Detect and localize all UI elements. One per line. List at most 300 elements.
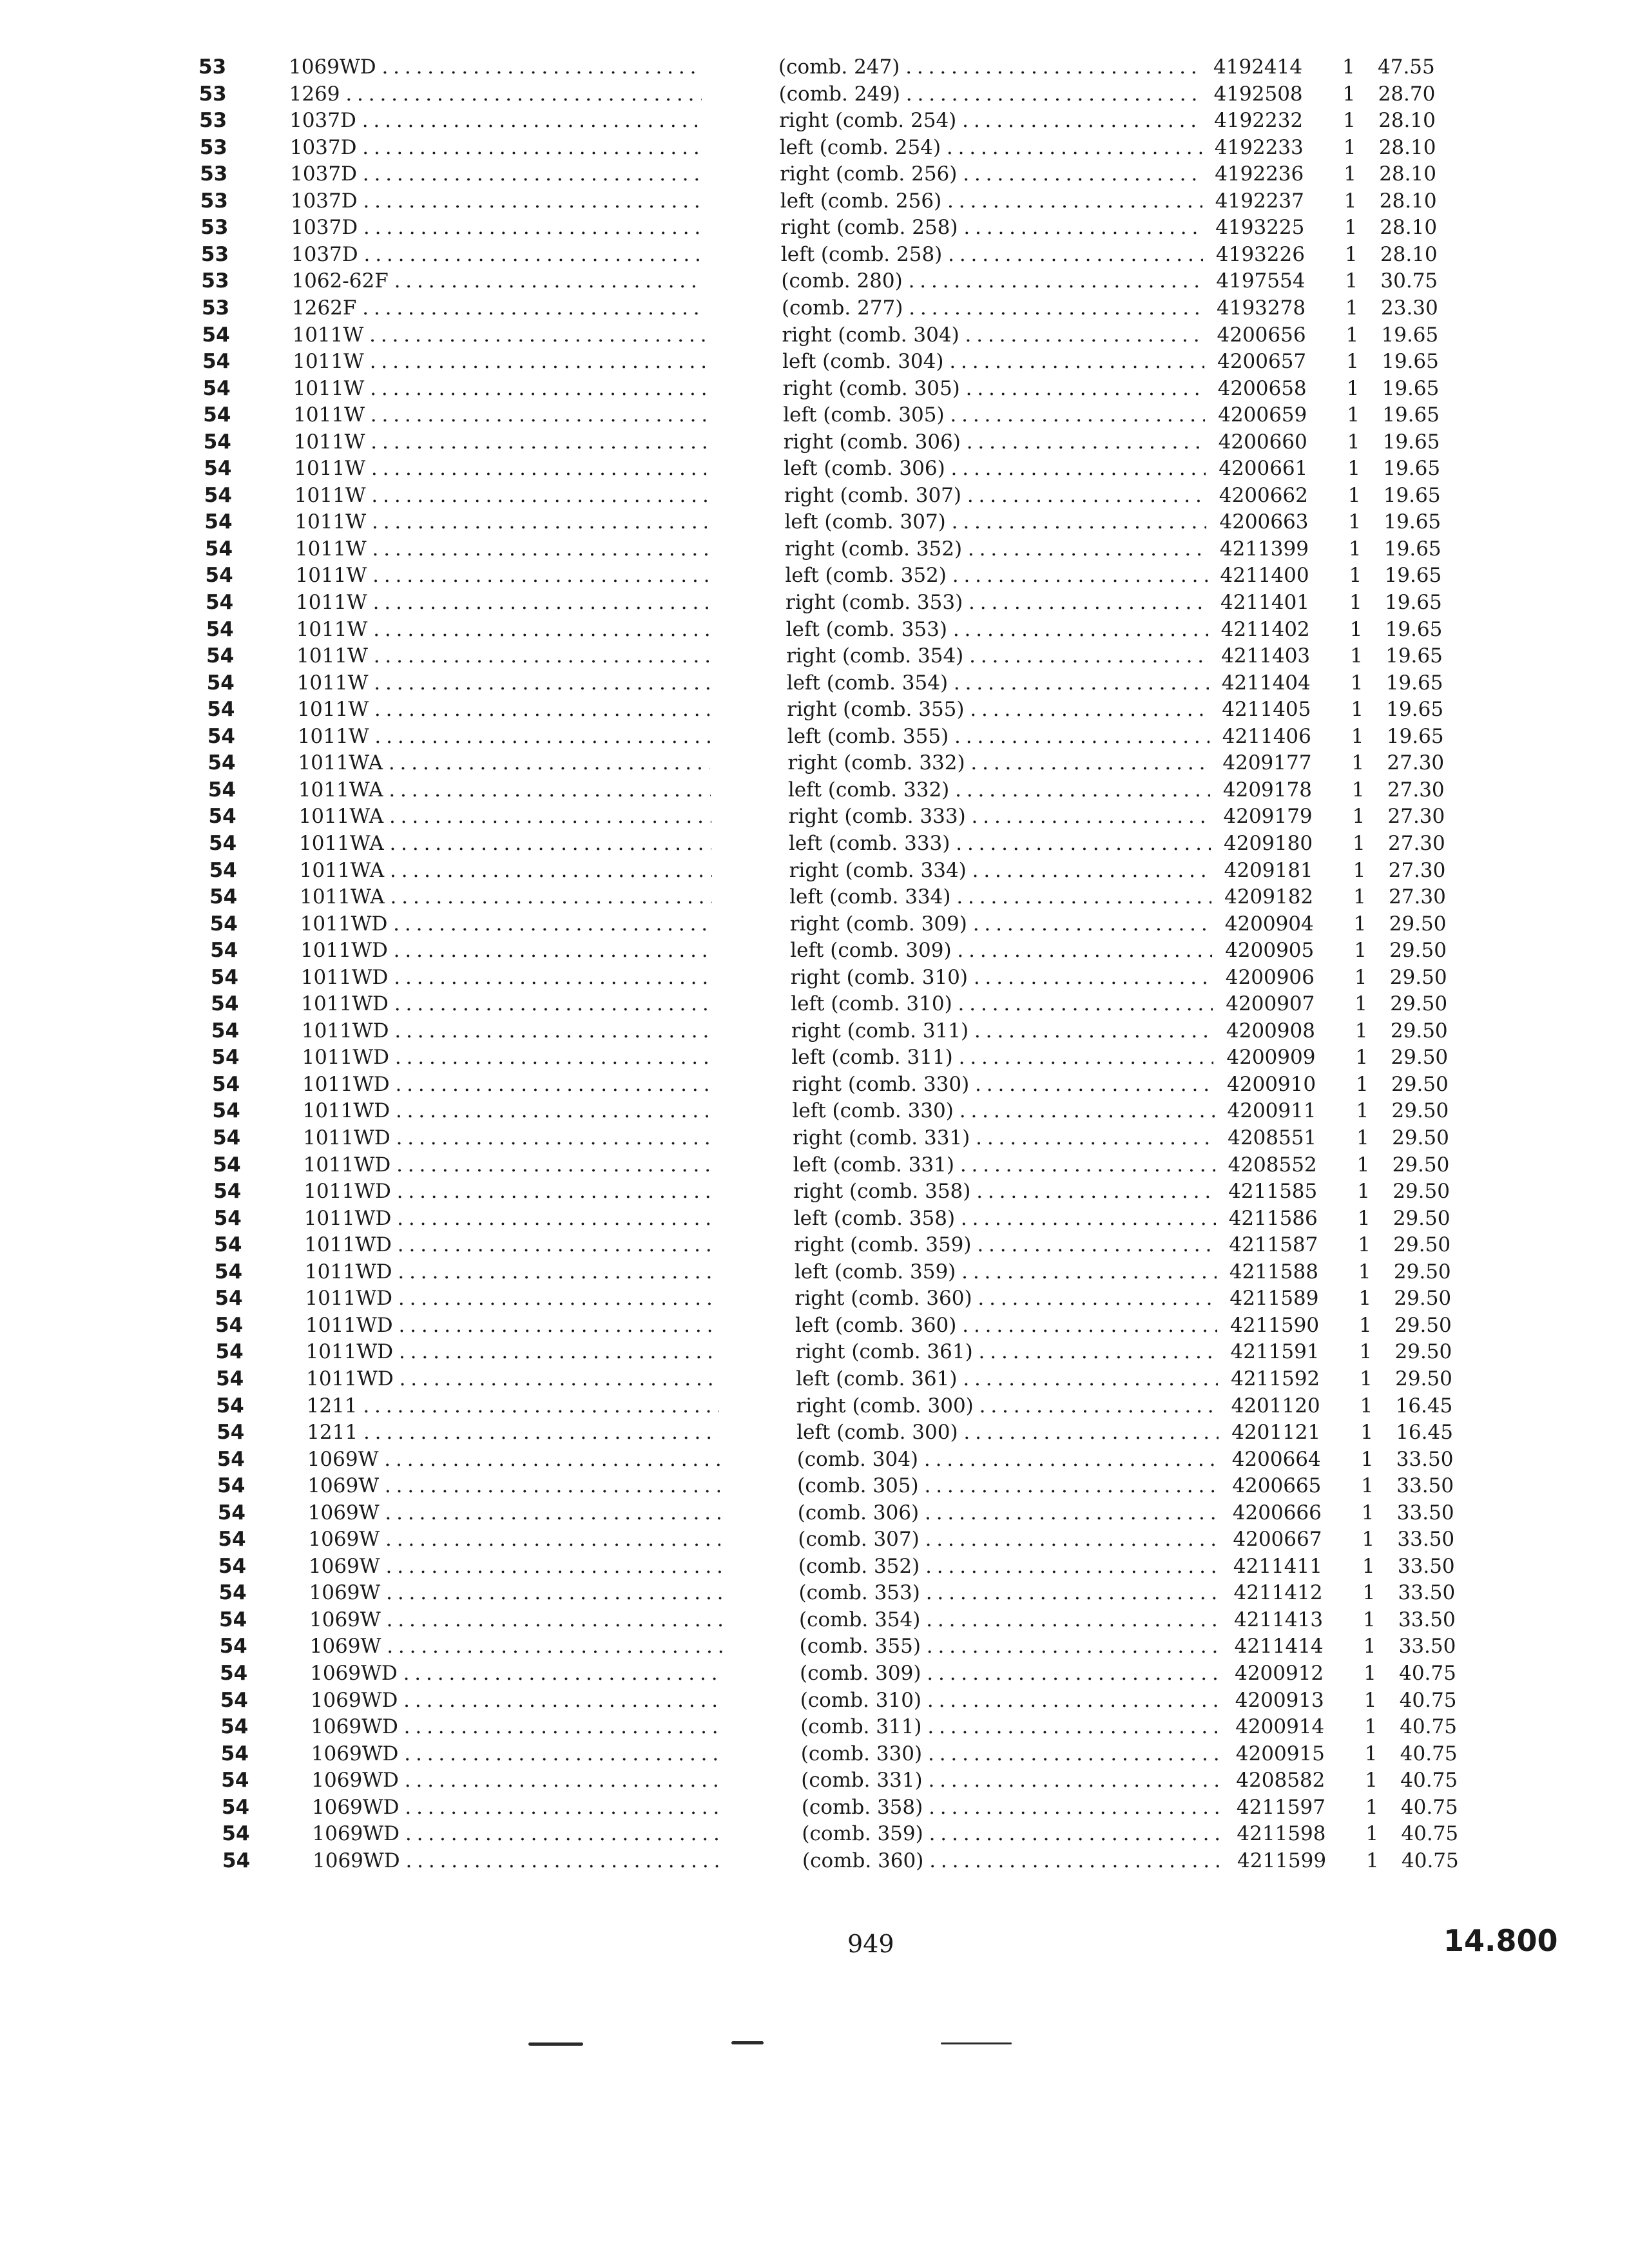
price-cell: 33.50 (1396, 1501, 1454, 1524)
part-number-cell: 4211414 (1234, 1635, 1324, 1658)
part-number-cell: 4200666 (1232, 1501, 1322, 1524)
description-cell: right (comb. 305) . . . (783, 374, 1205, 403)
model-cell: 1037D . . . (289, 106, 702, 135)
part-number-cell: 4211598 (1237, 1822, 1326, 1846)
model-cell: 1211 . . . (307, 1392, 719, 1420)
price-cell: 19.65 (1383, 510, 1441, 534)
model-cell: 1011WD . . . (302, 1017, 714, 1045)
part-number-cell: 4211399 (1219, 537, 1309, 561)
model-cell: 1011W . . . (293, 401, 706, 429)
description-cell: right (comb. 334) . . . (789, 856, 1211, 885)
description-cell: left (comb. 358) . . . (794, 1204, 1216, 1233)
description-cell: right (comb. 358) . . . (793, 1177, 1215, 1206)
description-cell: right (comb. 307) . . . (784, 481, 1206, 510)
part-number-cell: 4200905 (1225, 939, 1315, 963)
model-cell: 1011W . . . (294, 454, 706, 483)
quantity-cell: 1 (1350, 671, 1364, 695)
model-cell: 1069W . . . (308, 1499, 720, 1527)
model-cell: 1011WD . . . (303, 1097, 715, 1125)
price-cell: 33.50 (1396, 1474, 1454, 1498)
quantity-cell: 1 (1360, 1394, 1373, 1418)
description-cell: left (comb. 353) . . . (786, 615, 1208, 644)
quantity-cell: 1 (1359, 1340, 1373, 1364)
part-number-cell: 4200662 (1219, 483, 1308, 507)
year-cell: 54 (219, 1608, 247, 1631)
description-cell: right (comb. 359) . . . (794, 1231, 1216, 1259)
year-cell: 53 (198, 82, 227, 106)
description-cell: (comb. 307) . . . (798, 1525, 1220, 1553)
part-number-cell: 4211406 (1222, 724, 1311, 748)
description-cell: right (comb. 258) . . . (780, 213, 1202, 242)
price-cell: 27.30 (1388, 858, 1446, 882)
description-cell: right (comb. 254) . . . (779, 106, 1201, 135)
model-cell: 1069W . . . (308, 1525, 720, 1553)
price-cell: 29.50 (1391, 1099, 1449, 1123)
year-cell: 53 (200, 162, 228, 186)
model-cell: 1011WA . . . (300, 856, 712, 885)
model-cell: 1069WD . . . (312, 1820, 724, 1848)
part-number-cell: 4192236 (1215, 162, 1304, 186)
price-cell: 19.65 (1385, 644, 1443, 668)
price-cell: 23.30 (1381, 296, 1438, 320)
part-number-cell: 4193226 (1215, 242, 1305, 266)
price-cell: 27.30 (1389, 885, 1446, 908)
part-number-cell: 4200913 (1235, 1688, 1324, 1712)
part-number-cell: 4211400 (1220, 564, 1309, 588)
quantity-cell: 1 (1361, 1501, 1374, 1524)
price-cell: 19.65 (1383, 457, 1441, 481)
quantity-cell: 1 (1356, 1099, 1369, 1123)
model-cell: 1037D . . . (291, 187, 703, 215)
year-cell: 53 (198, 55, 227, 79)
quantity-cell: 1 (1344, 216, 1358, 240)
price-cell: 40.75 (1401, 1822, 1459, 1846)
quantity-cell: 1 (1364, 1715, 1377, 1739)
description-cell: (comb. 311) . . . (800, 1713, 1222, 1741)
year-cell: 54 (214, 1233, 242, 1257)
model-cell: 1037D . . . (290, 133, 702, 162)
quantity-cell: 1 (1342, 82, 1356, 106)
model-cell: 1069W . . . (309, 1552, 721, 1581)
model-cell: 1262F . . . (292, 294, 704, 322)
year-cell: 53 (199, 109, 227, 133)
quantity-cell: 1 (1347, 483, 1361, 507)
quantity-cell: 1 (1348, 537, 1362, 561)
description-cell: (comb. 358) . . . (802, 1793, 1224, 1821)
price-cell: 28.10 (1379, 162, 1436, 186)
quantity-cell: 1 (1364, 1742, 1378, 1765)
price-cell: 29.50 (1394, 1287, 1452, 1311)
price-cell: 33.50 (1396, 1447, 1454, 1471)
year-cell: 53 (200, 216, 229, 240)
year-cell: 54 (208, 805, 236, 829)
scan-mark (941, 2042, 1012, 2044)
model-cell: 1011W . . . (296, 561, 708, 590)
part-number-cell: 4200904 (1224, 912, 1314, 936)
year-cell: 54 (218, 1554, 247, 1578)
price-cell: 19.65 (1382, 376, 1440, 400)
price-cell: 29.50 (1394, 1340, 1452, 1364)
model-cell: 1011WA . . . (299, 829, 711, 858)
quantity-cell: 1 (1345, 269, 1358, 293)
price-cell: 28.10 (1379, 189, 1437, 213)
quantity-cell: 1 (1349, 564, 1362, 588)
year-cell: 54 (211, 1046, 240, 1070)
year-cell: 54 (222, 1822, 250, 1846)
part-number-cell: 4192508 (1213, 82, 1303, 106)
model-cell: 1011WD . . . (304, 1231, 717, 1259)
quantity-cell: 1 (1347, 430, 1360, 454)
quantity-cell: 1 (1358, 1233, 1371, 1257)
model-cell: 1069W . . . (310, 1632, 722, 1660)
price-cell: 19.65 (1384, 564, 1442, 588)
price-cell: 33.50 (1397, 1528, 1455, 1552)
quantity-cell: 1 (1344, 162, 1356, 186)
description-cell: left (comb. 334) . . . (789, 883, 1211, 911)
model-cell: 1069W . . . (309, 1579, 722, 1607)
description-cell: left (comb. 300) . . . (796, 1418, 1219, 1446)
model-cell: 1069WD . . . (311, 1766, 724, 1794)
part-number-cell: 4211585 (1228, 1180, 1318, 1204)
part-number-cell: 4211405 (1222, 698, 1311, 722)
model-cell: 1011W . . . (296, 588, 708, 617)
description-cell: left (comb. 310) . . . (791, 990, 1213, 1018)
price-cell: 19.65 (1385, 671, 1443, 695)
page-number: 949 (847, 1930, 894, 1958)
price-cell: 29.50 (1390, 1019, 1448, 1043)
part-number-cell: 4200661 (1219, 457, 1308, 481)
quantity-cell: 1 (1354, 1019, 1368, 1043)
model-cell: 1069W . . . (307, 1472, 720, 1500)
price-cell: 28.10 (1380, 242, 1438, 266)
description-cell: left (comb. 305) . . . (783, 401, 1205, 429)
description-cell: left (comb. 354) . . . (787, 669, 1209, 697)
part-number-cell: 4211597 (1236, 1795, 1325, 1819)
quantity-cell: 1 (1351, 724, 1364, 748)
part-number-cell: 4200912 (1235, 1662, 1324, 1685)
quantity-cell: 1 (1355, 1046, 1369, 1070)
price-cell: 19.65 (1385, 591, 1442, 614)
model-cell: 1011WD . . . (305, 1311, 718, 1340)
model-cell: 1011WD . . . (304, 1204, 717, 1233)
description-cell: left (comb. 361) . . . (796, 1365, 1218, 1393)
quantity-cell: 1 (1343, 135, 1356, 159)
part-number-cell: 4200911 (1227, 1099, 1316, 1123)
model-cell: 1011WD . . . (304, 1151, 716, 1179)
description-cell: left (comb. 352) . . . (786, 561, 1208, 590)
part-number-cell: 4211401 (1220, 591, 1310, 614)
model-cell: 1011W . . . (297, 695, 709, 724)
section-number: 14.800 (1443, 1923, 1558, 1958)
part-number-cell: 4209177 (1222, 751, 1312, 775)
year-cell: 54 (209, 858, 237, 882)
model-cell: 1011W . . . (298, 722, 710, 751)
model-cell: 1062-62F . . . (291, 267, 704, 295)
description-cell: (comb. 359) . . . (802, 1820, 1224, 1848)
description-cell: left (comb. 355) . . . (787, 722, 1210, 751)
price-cell: 40.75 (1400, 1769, 1458, 1792)
model-cell: 1069W . . . (309, 1606, 722, 1634)
price-cell: 29.50 (1392, 1126, 1449, 1149)
part-number-cell: 4211591 (1230, 1340, 1320, 1364)
model-cell: 1011WD . . . (301, 990, 713, 1018)
quantity-cell: 1 (1349, 617, 1363, 641)
price-cell: 29.50 (1389, 912, 1447, 936)
year-cell: 54 (204, 510, 233, 534)
price-cell: 29.50 (1394, 1313, 1452, 1337)
year-cell: 54 (206, 591, 234, 614)
description-cell: (comb. 353) . . . (799, 1579, 1221, 1607)
description-cell: right (comb. 306) . . . (784, 428, 1206, 456)
price-cell: 16.45 (1395, 1394, 1453, 1418)
part-number-cell: 4211590 (1230, 1313, 1320, 1337)
year-cell: 54 (214, 1260, 243, 1283)
description-cell: right (comb. 310) . . . (791, 963, 1213, 992)
quantity-cell: 1 (1362, 1528, 1375, 1552)
description-cell: left (comb. 330) . . . (793, 1097, 1215, 1125)
description-cell: right (comb. 360) . . . (795, 1284, 1217, 1312)
model-cell: 1011WA . . . (300, 883, 712, 911)
model-cell: 1037D . . . (291, 213, 703, 242)
price-cell: 47.55 (1378, 55, 1435, 79)
part-number-cell: 4209180 (1224, 831, 1313, 855)
description-cell: (comb. 360) . . . (802, 1847, 1224, 1875)
description-cell: left (comb. 332) . . . (788, 776, 1210, 804)
part-number-cell: 4208582 (1236, 1769, 1325, 1792)
price-cell: 16.45 (1396, 1421, 1453, 1444)
quantity-cell: 1 (1353, 858, 1366, 882)
year-cell: 54 (204, 537, 233, 561)
quantity-cell: 1 (1347, 457, 1361, 481)
quantity-cell: 1 (1353, 885, 1366, 908)
year-cell: 54 (209, 885, 238, 908)
description-cell: (comb. 309) . . . (800, 1659, 1222, 1687)
model-cell: 1011WD . . . (300, 936, 713, 965)
price-cell: 19.65 (1382, 350, 1439, 373)
model-cell: 1011WD . . . (306, 1365, 718, 1393)
year-cell: 54 (221, 1795, 250, 1819)
year-cell: 54 (202, 350, 231, 373)
description-cell: right (comb. 300) . . . (796, 1392, 1219, 1420)
year-cell: 54 (210, 965, 238, 989)
part-number-cell: 4201121 (1231, 1421, 1321, 1444)
year-cell: 53 (202, 296, 230, 320)
description-cell: (comb. 304) . . . (797, 1445, 1219, 1474)
year-cell: 54 (218, 1581, 247, 1605)
year-cell: 54 (213, 1180, 242, 1204)
price-cell: 19.65 (1381, 323, 1439, 347)
year-cell: 54 (216, 1394, 244, 1418)
scan-mark (731, 2041, 764, 2044)
year-cell: 54 (207, 698, 235, 722)
price-cell: 27.30 (1387, 778, 1445, 802)
year-cell: 54 (209, 831, 237, 855)
part-number-cell: 4209181 (1224, 858, 1313, 882)
description-cell: (comb. 247) . . . (778, 53, 1200, 81)
price-cell: 19.65 (1383, 537, 1441, 561)
quantity-cell: 1 (1351, 698, 1364, 722)
year-cell: 54 (204, 457, 232, 481)
quantity-cell: 1 (1356, 1153, 1370, 1177)
part-number-cell: 4200665 (1232, 1474, 1322, 1498)
part-number-cell: 4200908 (1226, 1019, 1315, 1043)
quantity-cell: 1 (1353, 912, 1367, 936)
model-cell: 1011WD . . . (300, 910, 713, 938)
price-cell: 29.50 (1393, 1206, 1451, 1230)
quantity-cell: 1 (1346, 350, 1359, 373)
year-cell: 54 (220, 1742, 249, 1765)
description-cell: (comb. 249) . . . (779, 80, 1201, 108)
description-cell: right (comb. 311) . . . (791, 1017, 1213, 1045)
price-cell: 40.75 (1400, 1715, 1457, 1739)
description-cell: (comb. 305) . . . (797, 1472, 1219, 1500)
model-cell: 1069WD . . . (311, 1713, 723, 1741)
quantity-cell: 1 (1357, 1206, 1371, 1230)
part-number-cell: 4211413 (1234, 1608, 1324, 1631)
description-cell: (comb. 331) . . . (801, 1766, 1223, 1794)
description-cell: left (comb. 359) . . . (795, 1258, 1217, 1286)
model-cell: 1011W . . . (293, 347, 705, 376)
quantity-cell: 1 (1363, 1635, 1376, 1658)
price-cell: 33.50 (1398, 1608, 1456, 1631)
price-cell: 27.30 (1388, 831, 1445, 855)
model-cell: 1211 . . . (307, 1418, 719, 1446)
quantity-cell: 1 (1354, 965, 1367, 989)
part-number-cell: 4200657 (1217, 350, 1307, 373)
year-cell: 54 (216, 1367, 244, 1390)
description-cell: right (comb. 352) . . . (785, 535, 1207, 563)
year-cell: 54 (211, 1019, 240, 1043)
price-cell: 27.30 (1387, 805, 1445, 829)
quantity-cell: 1 (1358, 1260, 1371, 1283)
quantity-cell: 1 (1365, 1769, 1378, 1792)
year-cell: 54 (220, 1688, 248, 1712)
price-cell: 33.50 (1397, 1554, 1455, 1578)
description-cell: left (comb. 306) . . . (784, 454, 1206, 483)
year-cell: 54 (205, 564, 233, 588)
description-cell: left (comb. 360) . . . (795, 1311, 1217, 1340)
part-number-cell: 4201120 (1231, 1394, 1320, 1418)
part-number-cell: 4192237 (1215, 189, 1304, 213)
quantity-cell: 1 (1347, 403, 1360, 427)
price-cell: 29.50 (1392, 1153, 1450, 1177)
model-cell: 1011W . . . (294, 481, 707, 510)
description-cell: left (comb. 333) . . . (789, 829, 1211, 858)
year-cell: 54 (206, 617, 234, 641)
description-cell: (comb. 306) . . . (798, 1499, 1220, 1527)
year-cell: 54 (203, 403, 231, 427)
model-cell: 1011WD . . . (305, 1258, 717, 1286)
part-number-cell: 4200658 (1217, 376, 1307, 400)
quantity-cell: 1 (1354, 939, 1367, 963)
quantity-cell: 1 (1342, 55, 1355, 79)
description-cell: left (comb. 331) . . . (793, 1151, 1215, 1179)
price-cell: 40.75 (1402, 1849, 1459, 1872)
quantity-cell: 1 (1349, 591, 1362, 614)
description-cell: right (comb. 361) . . . (796, 1338, 1218, 1366)
description-cell: right (comb. 355) . . . (787, 695, 1209, 724)
year-cell: 54 (221, 1769, 249, 1792)
year-cell: 54 (215, 1340, 244, 1364)
year-cell: 54 (215, 1287, 243, 1311)
part-number-cell: 4211403 (1221, 644, 1311, 668)
model-cell: 1011W . . . (293, 374, 706, 403)
quantity-cell: 1 (1360, 1421, 1373, 1444)
description-cell: right (comb. 333) . . . (789, 802, 1211, 831)
description-cell: right (comb. 330) . . . (792, 1070, 1214, 1099)
year-cell: 54 (222, 1849, 251, 1872)
model-cell: 1011WD . . . (303, 1124, 715, 1152)
quantity-cell: 1 (1351, 751, 1365, 775)
model-cell: 1069WD . . . (289, 53, 701, 81)
price-cell: 19.65 (1382, 430, 1440, 454)
quantity-cell: 1 (1363, 1608, 1376, 1631)
quantity-cell: 1 (1364, 1688, 1377, 1712)
year-cell: 54 (217, 1447, 245, 1471)
part-number-cell: 4211402 (1220, 617, 1310, 641)
model-cell: 1011WD . . . (302, 1070, 715, 1099)
year-cell: 53 (200, 189, 228, 213)
price-cell: 29.50 (1395, 1367, 1452, 1390)
quantity-cell: 1 (1352, 805, 1365, 829)
part-number-cell: 4208552 (1228, 1153, 1317, 1177)
description-cell: left (comb. 307) . . . (784, 508, 1206, 536)
description-cell: left (comb. 304) . . . (782, 347, 1204, 376)
year-cell: 54 (213, 1206, 242, 1230)
year-cell: 54 (203, 430, 231, 454)
year-cell: 54 (206, 644, 235, 668)
model-cell: 1011WD . . . (306, 1338, 718, 1366)
model-cell: 1069WD . . . (311, 1740, 724, 1768)
part-number-cell: 4211587 (1229, 1233, 1318, 1257)
price-cell: 19.65 (1386, 698, 1444, 722)
year-cell: 54 (212, 1099, 240, 1123)
quantity-cell: 1 (1364, 1662, 1376, 1685)
description-cell: (comb. 354) . . . (799, 1606, 1221, 1634)
model-cell: 1069WD . . . (312, 1793, 724, 1821)
year-cell: 54 (202, 376, 231, 400)
quantity-cell: 1 (1345, 323, 1359, 347)
part-number-cell: 4209178 (1222, 778, 1312, 802)
model-cell: 1011WD . . . (304, 1177, 716, 1206)
price-cell: 29.50 (1389, 939, 1447, 963)
description-cell: (comb. 330) . . . (801, 1740, 1223, 1768)
quantity-cell: 1 (1360, 1447, 1374, 1471)
year-cell: 54 (213, 1126, 241, 1149)
scan-mark (528, 2042, 583, 2046)
price-cell: 29.50 (1390, 992, 1448, 1016)
description-cell: left (comb. 258) . . . (781, 240, 1203, 269)
year-cell: 54 (218, 1528, 246, 1552)
year-cell: 53 (201, 269, 229, 293)
price-cell: 28.10 (1380, 216, 1438, 240)
year-cell: 54 (211, 992, 239, 1016)
quantity-cell: 1 (1356, 1126, 1369, 1149)
quantity-cell: 1 (1362, 1554, 1375, 1578)
quantity-cell: 1 (1366, 1849, 1379, 1872)
model-cell: 1011W . . . (294, 428, 706, 456)
description-cell: left (comb. 256) . . . (780, 187, 1202, 215)
year-cell: 54 (219, 1635, 247, 1658)
price-cell: 29.50 (1393, 1233, 1451, 1257)
quantity-cell: 1 (1358, 1287, 1372, 1311)
description-cell: right (comb. 332) . . . (787, 749, 1210, 777)
year-cell: 54 (210, 939, 238, 963)
description-cell: (comb. 352) . . . (798, 1552, 1220, 1581)
quantity-cell: 1 (1353, 831, 1365, 855)
model-cell: 1011WA . . . (299, 802, 711, 831)
model-cell: 1011WD . . . (305, 1284, 717, 1312)
